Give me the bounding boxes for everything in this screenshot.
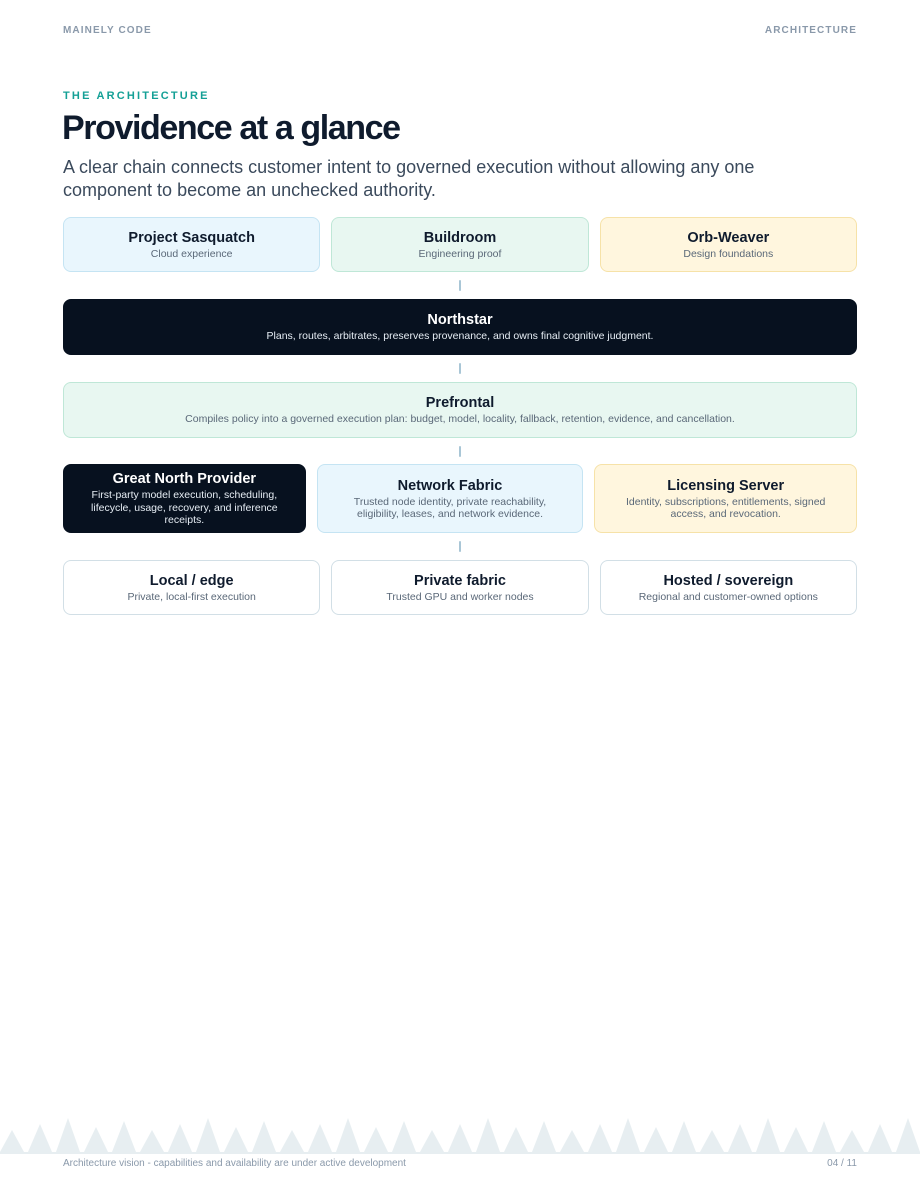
- deployment-row: [63, 560, 857, 615]
- tree-shape: [84, 1127, 108, 1152]
- card-buildroom: [331, 217, 588, 272]
- tree-shape: [560, 1130, 584, 1152]
- card-desc: Compiles policy into a governed execution plan: budget, model, locality, fallback, retention, evidence, and cancellation.: [185, 413, 735, 426]
- tree-shape: [392, 1121, 416, 1152]
- card-desc: Cloud experience: [150, 247, 233, 260]
- card-licensing-server: [594, 464, 857, 533]
- card-title: Great North Provider: [112, 471, 257, 488]
- card-desc: Private, local-first execution: [127, 590, 256, 603]
- tree-shape: [196, 1118, 220, 1152]
- card-title: Northstar: [427, 312, 493, 329]
- northstar-row: [63, 299, 857, 355]
- connector: [459, 280, 461, 291]
- card-title: Network Fabric: [397, 477, 503, 494]
- running-head: [63, 25, 857, 39]
- card-orb-weaver: [600, 217, 857, 272]
- card-network-fabric: [317, 464, 584, 533]
- services-row: [63, 464, 857, 533]
- experience-row: [63, 217, 857, 272]
- tree-shape: [448, 1124, 472, 1152]
- connector: [459, 363, 461, 374]
- card-title: Buildroom: [423, 229, 497, 246]
- page-title: Providence at a glance: [62, 109, 400, 147]
- page-number: 04 / 11: [827, 1158, 857, 1169]
- card-title: Licensing Server: [667, 477, 785, 494]
- tree-shape: [420, 1130, 444, 1152]
- tree-shape: [168, 1124, 192, 1152]
- tree-shape: [336, 1118, 360, 1152]
- tree-shape: [504, 1127, 528, 1152]
- tree-shape: [588, 1124, 612, 1152]
- card-local-edge: [63, 560, 320, 615]
- ground-line: [0, 1152, 920, 1154]
- footer-note: Architecture vision - capabilities and availability are under active development: [63, 1158, 406, 1169]
- tree-shape: [56, 1118, 80, 1152]
- prefrontal-row: [63, 382, 857, 438]
- brand-label: MAINELY CODE: [63, 25, 152, 36]
- card-desc: Plans, routes, arbitrates, preserves provenance, and owns final cognitive judgment.: [266, 330, 654, 343]
- tree-shape: [364, 1127, 388, 1152]
- page-footer: [63, 1158, 857, 1169]
- lede: A clear chain connects customer intent to governed execution without allowing any one component to become an unchecked authority.: [63, 157, 755, 200]
- card-title: Orb-Weaver: [687, 229, 770, 246]
- tree-shape: [812, 1121, 836, 1152]
- tree-shape: [784, 1127, 808, 1152]
- mountain-range-decoration: [0, 1108, 920, 1154]
- section-label: ARCHITECTURE: [764, 25, 857, 36]
- card-desc: Engineering proof: [418, 247, 502, 260]
- tree-shape: [672, 1121, 696, 1152]
- card-desc: Trusted GPU and worker nodes: [386, 590, 534, 603]
- tree-shape: [616, 1118, 640, 1152]
- card-desc: First-party model execution, scheduling, lifecycle, usage, recovery, and inference receipts.: [91, 489, 278, 527]
- tree-shape: [728, 1124, 752, 1152]
- tree-shape: [280, 1130, 304, 1152]
- connector: [459, 541, 461, 552]
- tree-shape: [532, 1121, 556, 1152]
- card-desc: Identity, subscriptions, entitlements, signed access, and revocation.: [625, 495, 826, 520]
- card-desc: Trusted node identity, private reachability, eligibility, leases, and network evidence.: [353, 495, 547, 520]
- card-title: Private fabric: [414, 572, 506, 589]
- card-project-sasquatch: [63, 217, 320, 272]
- card-title: Local / edge: [149, 572, 234, 589]
- card-desc: Design foundations: [683, 247, 774, 260]
- tree-shape: [476, 1118, 500, 1152]
- tree-shape: [756, 1118, 780, 1152]
- tree-shape: [0, 1130, 24, 1152]
- tree-shape: [644, 1127, 668, 1152]
- tree-shape: [896, 1118, 920, 1152]
- tree-shape: [112, 1121, 136, 1152]
- card-private-fabric: [331, 560, 588, 615]
- tree-shape: [224, 1127, 248, 1152]
- card-northstar: [63, 299, 857, 355]
- card-title: Project Sasquatch: [128, 229, 255, 246]
- eyebrow: THE ARCHITECTURE: [63, 90, 210, 102]
- tree-shape: [252, 1121, 276, 1152]
- tree-shape: [700, 1130, 724, 1152]
- card-desc: Regional and customer-owned options: [638, 590, 818, 603]
- connector: [459, 446, 461, 457]
- card-title: Hosted / sovereign: [663, 572, 794, 589]
- card-great-north-provider: [63, 464, 306, 533]
- tree-shape: [308, 1124, 332, 1152]
- tree-shape: [140, 1130, 164, 1152]
- tree-shape: [840, 1130, 864, 1152]
- tree-shape: [868, 1124, 892, 1152]
- card-prefrontal: [63, 382, 857, 438]
- card-hosted-sovereign: [600, 560, 857, 615]
- tree-shape: [28, 1124, 52, 1152]
- card-title: Prefrontal: [425, 395, 495, 412]
